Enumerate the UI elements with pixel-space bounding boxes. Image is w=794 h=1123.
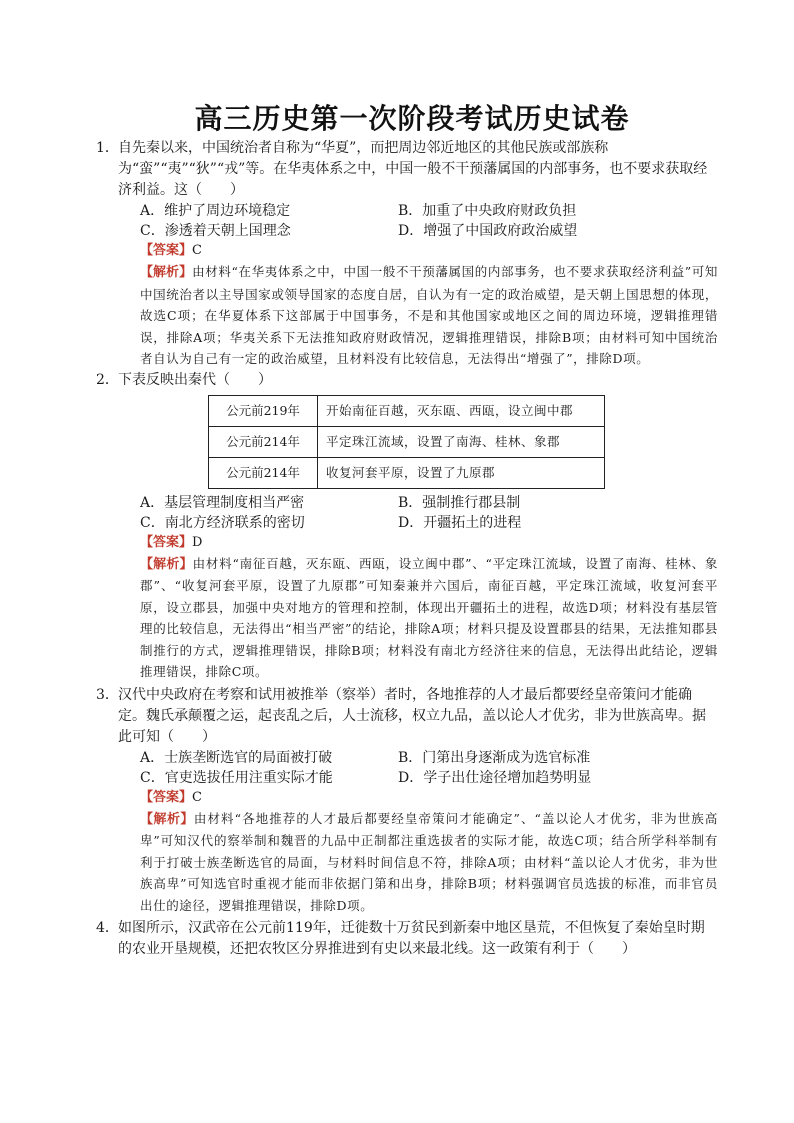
table-cell-year: 公元前214年 xyxy=(209,457,318,488)
options xyxy=(140,748,718,788)
option-a: A．维护了周边环境稳定 xyxy=(140,203,291,219)
question-stem: 下表反映出秦代（ ） xyxy=(118,371,272,388)
page-title: 高三历史第一次阶段考试历史试卷 xyxy=(194,102,630,135)
answer-line xyxy=(140,788,718,808)
answer-value: C xyxy=(192,789,202,805)
option-b: B．门第出身逐渐成为选官标准 xyxy=(398,749,591,766)
explanation-text: 由材料“各地推荐的人才最后都要经皇帝策问才能确定”、“盖以论人才优劣，非为世族高卑”可知汉代的察举制和魏晋的九品中正制都注重选拔者的实际才能，故选C项；结合所学科举制有利于打破士族垄断选官的局面，与材料时间信息不符，排除A项；由材料“盖以论人才优劣，非为世族高卑”可知选官时重视才能而非依据门第和出身，排除B项；材料强调官员选拔的标准，而非官员出仕的途径，逻辑推理错误，排除D项。 xyxy=(140,810,718,913)
question-stem: 自先秦以来，中国统治者自称为“华夏”，而把周边邻近地区的其他民族或部族称为“蛮”“夷”“狄”“戎”等。在华夷体系之中，中国一般不干预藩属国的内部事务，也不要求获取经济利益。这（ ） xyxy=(118,140,708,198)
option-d: D．增强了中国政府政治威望 xyxy=(398,223,578,239)
answer-value: C xyxy=(192,243,202,258)
explain-tag: 【解析】 xyxy=(140,265,193,280)
explanation-text: 由材料“南征百越，灭东瓯、西瓯，设立闽中郡”、“平定珠江流域，设置了南海、桂林、象郡”、“收复河套平原，设置了九原郡”可知秦兼并六国后，南征百越，平定珠江流域，收复河套平原，设立郡县，加强中央对地方的管理和控制，体现出开疆拓土的进程，故选D项；材料没有基层管理的比较信息，无法得出“相当严密”的结论，排除A项；材料只提及设置郡县的结果，无法推知郡县制推行的方式，逻辑推理错误，排除B项；材料没有南北方经济往来的信息，无法得出此结论，逻辑推理错误，排除C项。 xyxy=(140,555,718,679)
option-d: D．开疆拓土的进程 xyxy=(398,514,522,531)
option-c: C．渗透着天朝上国理念 xyxy=(140,223,291,239)
table-row xyxy=(209,426,605,457)
question-1 xyxy=(96,138,718,370)
option-c: C．官吏选拔任用注重实际才能 xyxy=(140,769,333,786)
options xyxy=(140,201,718,241)
answer-value: D xyxy=(192,534,203,550)
option-a: A．士族垄断选官的局面被打破 xyxy=(140,749,333,766)
answer-line xyxy=(140,533,718,553)
option-a: A．基层管理制度相当严密 xyxy=(140,494,305,511)
question-list xyxy=(96,138,718,960)
question-3 xyxy=(96,685,718,917)
option-b: B．强制推行郡县制 xyxy=(398,494,521,511)
explain-tag: 【解析】 xyxy=(140,811,194,827)
table-cell-year: 公元前219年 xyxy=(209,395,318,426)
explanation xyxy=(140,553,718,683)
option-d: D．学子出仕途径增加趋势明显 xyxy=(398,769,592,786)
answer-tag: 【答案】 xyxy=(140,534,193,550)
explanation-text: 由材料“在华夷体系之中，中国一般不干预藩属国的内部事务，也不要求获取经济利益”可知中国统治者以主导国家或领导国家的态度自居，自认为有一定的政治威望，是天朝上国思想的体现，故选C项；在华夏体系下这部属于中国事务，不是和其他国家或地区之间的周边环境，逻辑推理错误，排除A项；华夷关系下无法推知政府财政情况，逻辑推理错误，排除B项；由材料可知中国统治者自认为自己有一定的政治威望，且材料没有比较信息，无法得出“增强了”，排除D项。 xyxy=(140,264,718,366)
options xyxy=(140,493,718,533)
answer-tag: 【答案】 xyxy=(140,789,193,805)
table-cell-year: 公元前214年 xyxy=(209,426,318,457)
question-number: 2． xyxy=(96,371,119,388)
question-number: 4． xyxy=(96,920,119,936)
explanation xyxy=(140,808,718,917)
question-number: 3． xyxy=(96,686,119,703)
table-cell-event: 收复河套平原，设置了九原郡 xyxy=(318,457,605,488)
table-row xyxy=(209,395,605,426)
question-number: 1． xyxy=(96,140,119,156)
explanation xyxy=(140,261,718,370)
question-4 xyxy=(96,918,718,960)
option-c: C．南北方经济联系的密切 xyxy=(140,514,305,531)
question-stem: 汉代中央政府在考察和试用被推举（察举）者时，各地推荐的人才最后都要经皇帝策问才能确定。魏氏承颠覆之运，起丧乱之后，人士流移，权立九品，盖以论人才优劣，非为世族高卑。据此可知（ ） xyxy=(118,686,706,745)
option-b: B．加重了中央政府财政负担 xyxy=(398,203,577,219)
table-cell-event: 平定珠江流域，设置了南海、桂林、象郡 xyxy=(318,426,605,457)
explain-tag: 【解析】 xyxy=(140,556,193,572)
table-row xyxy=(209,457,605,488)
history-table xyxy=(208,395,605,489)
question-2 xyxy=(96,370,718,683)
answer-line xyxy=(140,241,718,261)
question-stem: 如图所示，汉武帝在公元前119年，迁徙数十万贫民到新秦中地区垦荒，不但恢复了秦始皇时期的农业开垦规模，还把农牧区分界推进到有史以来最北线。这一政策有利于（ ） xyxy=(118,920,705,957)
answer-tag: 【答案】 xyxy=(140,243,193,258)
table-cell-event: 开始南征百越，灭东瓯、西瓯，设立闽中郡 xyxy=(318,395,605,426)
